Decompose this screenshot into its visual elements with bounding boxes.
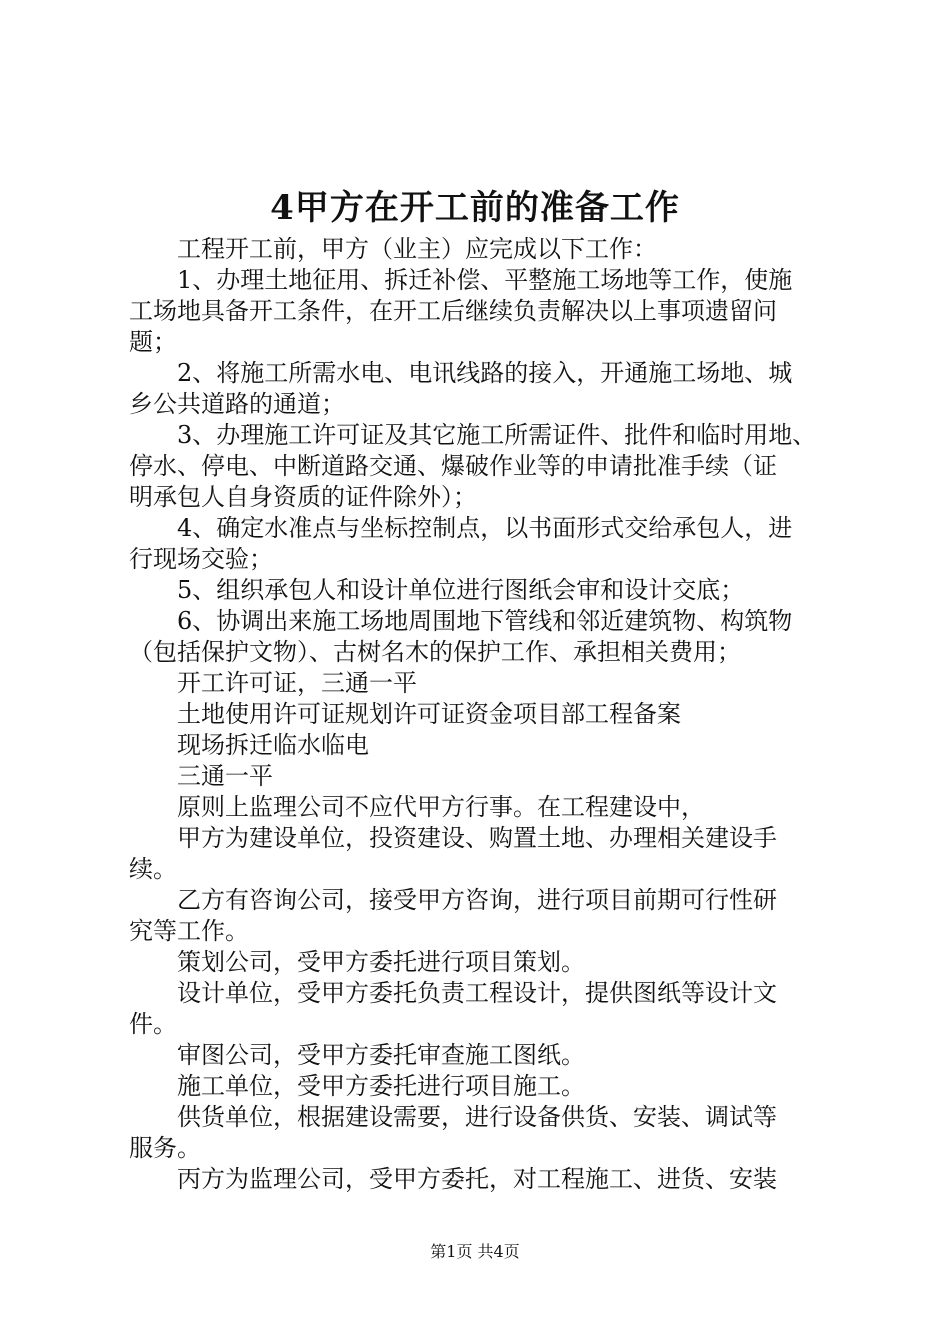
body-text-line: 现场拆迁临水临电 [177,731,369,759]
body-text-line: 土地使用许可证规划许可证资金项目部工程备案 [177,700,681,728]
body-text-line: 设计单位，受甲方委托负责工程设计，提供图纸等设计文 [177,979,777,1007]
body-text-line: 6、协调出来施工场地周围地下管线和邻近建筑物、构筑物 [177,607,793,635]
body-text-line: 4、确定水准点与坐标控制点，以书面形式交给承包人，进 [177,514,793,542]
body-text-line: 丙方为监理公司，受甲方委托，对工程施工、进货、安装 [177,1165,777,1193]
body-text-line: 2、将施工所需水电、电讯线路的接入，开通施工场地、城 [177,359,793,387]
body-text-line: 究等工作。 [129,917,249,945]
body-text-line: 件。 [129,1010,177,1038]
body-text-line: 行现场交验； [129,545,273,573]
body-text-line: 工场地具备开工条件，在开工后继续负责解决以上事项遗留问 [129,297,777,325]
document-body [129,234,833,1195]
document-title: 4甲方在开工前的准备工作 [270,188,680,228]
body-text-line: 供货单位，根据建设需要，进行设备供货、安装、调试等 [177,1103,777,1131]
page-footer: 第1页 共4页 [430,1242,520,1261]
body-text-line: 3、办理施工许可证及其它施工所需证件、批件和临时用地、 [177,421,817,449]
body-text-line: 题； [129,328,177,356]
body-text-line: 开工许可证，三通一平 [177,669,417,697]
body-text-line: 策划公司，受甲方委托进行项目策划。 [177,948,585,976]
body-text-line: 审图公司，受甲方委托审查施工图纸。 [177,1041,585,1069]
body-text-line: （包括保护文物）、古树名木的保护工作、承担相关费用； [129,638,741,666]
body-text-line: 施工单位，受甲方委托进行项目施工。 [177,1072,585,1100]
body-text-line: 三通一平 [177,762,273,790]
body-text-line: 5、组织承包人和设计单位进行图纸会审和设计交底； [177,576,745,604]
body-text-line: 续。 [129,855,177,883]
body-text-line: 停水、停电、中断道路交通、爆破作业等的申请批准手续（证 [129,452,777,480]
body-text-line: 乡公共道路的通道； [129,390,345,418]
body-text-line: 工程开工前，甲方（业主）应完成以下工作： [177,235,657,263]
body-text-line: 乙方有咨询公司，接受甲方咨询，进行项目前期可行性研 [177,886,777,914]
body-text-line: 明承包人自身资质的证件除外）； [129,483,477,511]
body-text-line: 原则上监理公司不应代甲方行事。在工程建设中， [177,793,705,821]
body-text-line: 甲方为建设单位，投资建设、购置土地、办理相关建设手 [177,824,777,852]
body-text-line: 1、办理土地征用、拆迁补偿、平整施工场地等工作，使施 [177,266,793,294]
body-text-line: 服务。 [129,1134,201,1162]
